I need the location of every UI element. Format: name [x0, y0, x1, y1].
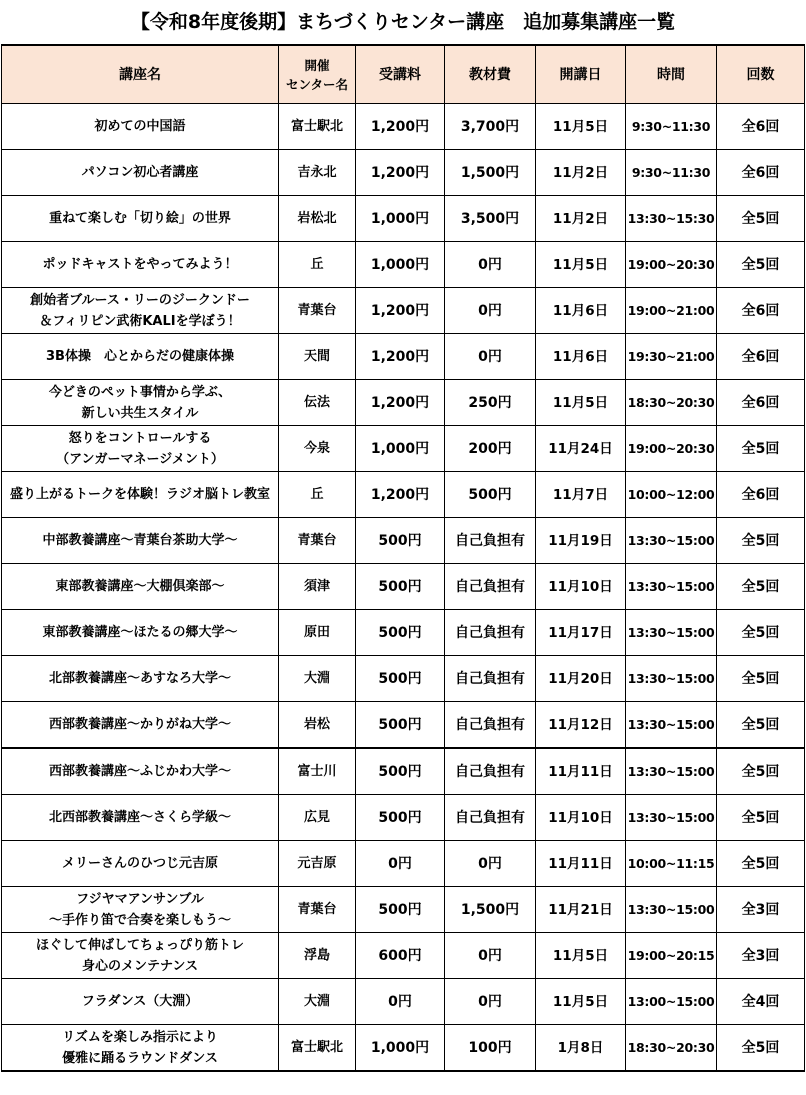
course-name-cell: フジヤマアンサンブル ～手作り笛で合奏を楽しもう～	[2, 887, 279, 933]
materials-cell: 250円	[445, 380, 536, 426]
sessions-cell: 全5回	[717, 426, 805, 472]
center-name-cell: 青葉台	[279, 288, 356, 334]
fee-cell: 600円	[356, 933, 445, 979]
sessions-cell: 全5回	[717, 242, 805, 288]
start-date-cell: 11月5日	[536, 104, 626, 150]
course-name-cell: パソコン初心者講座	[2, 150, 279, 196]
time-cell: 10:00~12:00	[626, 472, 717, 518]
fee-cell: 500円	[356, 656, 445, 702]
time-cell: 13:30~15:00	[626, 748, 717, 795]
sessions-cell: 全5回	[717, 795, 805, 841]
sessions-cell: 全5回	[717, 656, 805, 702]
time-cell: 19:00~20:30	[626, 426, 717, 472]
time-cell: 9:30~11:30	[626, 104, 717, 150]
time-cell: 13:30~15:00	[626, 887, 717, 933]
table-row	[2, 150, 805, 196]
fee-cell: 1,200円	[356, 334, 445, 380]
fee-cell: 1,200円	[356, 380, 445, 426]
course-name-cell: 怒りをコントロールする （アンガーマネージメント）	[2, 426, 279, 472]
start-date-cell: 11月19日	[536, 518, 626, 564]
time-cell: 18:30~20:30	[626, 1025, 717, 1072]
course-name-cell: フラダンス（大淵）	[2, 979, 279, 1025]
course-name-cell: 初めての中国語	[2, 104, 279, 150]
table-row	[2, 472, 805, 518]
fee-cell: 1,000円	[356, 1025, 445, 1072]
center-name-cell: 岩松北	[279, 196, 356, 242]
center-name-cell: 青葉台	[279, 518, 356, 564]
table-row	[2, 748, 805, 795]
start-date-cell: 11月20日	[536, 656, 626, 702]
center-name-cell: 元吉原	[279, 841, 356, 887]
center-name-cell: 丘	[279, 472, 356, 518]
center-name-cell: 今泉	[279, 426, 356, 472]
fee-cell: 500円	[356, 702, 445, 749]
table-row	[2, 196, 805, 242]
sessions-cell: 全5回	[717, 702, 805, 749]
fee-cell: 1,200円	[356, 150, 445, 196]
start-date-cell: 11月17日	[536, 610, 626, 656]
course-name-cell: 北部教養講座～あすなろ大学～	[2, 656, 279, 702]
sessions-cell: 全5回	[717, 1025, 805, 1072]
sessions-cell: 全3回	[717, 933, 805, 979]
sessions-cell: 全5回	[717, 196, 805, 242]
start-date-cell: 11月21日	[536, 887, 626, 933]
sessions-cell: 全6回	[717, 334, 805, 380]
materials-cell: 0円	[445, 242, 536, 288]
time-cell: 18:30~20:30	[626, 380, 717, 426]
start-date-cell: 11月12日	[536, 702, 626, 749]
start-date-cell: 1月8日	[536, 1025, 626, 1072]
materials-cell: 100円	[445, 1025, 536, 1072]
page-title: 【令和8年度後期】まちづくりセンター講座 追加募集講座一覧	[130, 11, 676, 33]
start-date-cell: 11月5日	[536, 380, 626, 426]
center-name-cell: 須津	[279, 564, 356, 610]
center-name-cell: 丘	[279, 242, 356, 288]
sessions-cell: 全4回	[717, 979, 805, 1025]
time-cell: 13:30~15:00	[626, 610, 717, 656]
center-name-cell: 伝法	[279, 380, 356, 426]
header-row	[2, 45, 805, 104]
header-center: 開催 センター名	[279, 45, 356, 104]
table-row	[2, 518, 805, 564]
center-name-cell: 広見	[279, 795, 356, 841]
course-name-cell: メリーさんのひつじ元吉原	[2, 841, 279, 887]
header-sessions: 回数	[717, 45, 805, 104]
time-cell: 19:00~20:15	[626, 933, 717, 979]
sessions-cell: 全3回	[717, 887, 805, 933]
materials-cell: 0円	[445, 933, 536, 979]
table-row	[2, 380, 805, 426]
materials-cell: 自己負担有	[445, 656, 536, 702]
materials-cell: 1,500円	[445, 150, 536, 196]
header-fee: 受講料	[356, 45, 445, 104]
table-row	[2, 656, 805, 702]
course-name-cell: 創始者ブルース・リーのジークンドー ＆フィリピン武術KALIを学ぼう！	[2, 288, 279, 334]
materials-cell: 1,500円	[445, 887, 536, 933]
fee-cell: 1,000円	[356, 196, 445, 242]
table-row	[2, 564, 805, 610]
start-date-cell: 11月10日	[536, 564, 626, 610]
center-name-cell: 大淵	[279, 656, 356, 702]
sessions-cell: 全6回	[717, 472, 805, 518]
sessions-cell: 全5回	[717, 748, 805, 795]
fee-cell: 0円	[356, 979, 445, 1025]
time-cell: 13:30~15:30	[626, 196, 717, 242]
fee-cell: 1,200円	[356, 104, 445, 150]
header-materials: 教材費	[445, 45, 536, 104]
fee-cell: 1,200円	[356, 472, 445, 518]
table-row	[2, 104, 805, 150]
table-row	[2, 933, 805, 979]
center-name-cell: 青葉台	[279, 887, 356, 933]
time-cell: 13:00~15:00	[626, 979, 717, 1025]
center-name-cell: 原田	[279, 610, 356, 656]
table-row	[2, 288, 805, 334]
table-row	[2, 795, 805, 841]
center-name-cell: 大淵	[279, 979, 356, 1025]
time-cell: 13:30~15:00	[626, 795, 717, 841]
header-time: 時間	[626, 45, 717, 104]
start-date-cell: 11月6日	[536, 288, 626, 334]
course-name-cell: 盛り上がるトークを体験！ラジオ脳トレ教室	[2, 472, 279, 518]
center-name-cell: 天間	[279, 334, 356, 380]
course-name-cell: 重ねて楽しむ「切り絵」の世界	[2, 196, 279, 242]
table-row	[2, 841, 805, 887]
materials-cell: 自己負担有	[445, 518, 536, 564]
center-name-cell: 浮島	[279, 933, 356, 979]
time-cell: 19:30~21:00	[626, 334, 717, 380]
materials-cell: 0円	[445, 841, 536, 887]
course-name-cell: 今どきのペット事情から学ぶ、 新しい共生スタイル	[2, 380, 279, 426]
start-date-cell: 11月11日	[536, 748, 626, 795]
table-row	[2, 979, 805, 1025]
materials-cell: 3,500円	[445, 196, 536, 242]
materials-cell: 200円	[445, 426, 536, 472]
materials-cell: 0円	[445, 979, 536, 1025]
table-row	[2, 702, 805, 749]
time-cell: 13:30~15:00	[626, 656, 717, 702]
table-row	[2, 610, 805, 656]
sessions-cell: 全5回	[717, 841, 805, 887]
materials-cell: 500円	[445, 472, 536, 518]
fee-cell: 500円	[356, 564, 445, 610]
time-cell: 13:30~15:00	[626, 564, 717, 610]
materials-cell: 自己負担有	[445, 795, 536, 841]
materials-cell: 自己負担有	[445, 748, 536, 795]
time-cell: 10:00~11:15	[626, 841, 717, 887]
center-name-cell: 岩松	[279, 702, 356, 749]
center-name-cell: 吉永北	[279, 150, 356, 196]
fee-cell: 500円	[356, 610, 445, 656]
table-row	[2, 1025, 805, 1072]
time-cell: 19:00~20:30	[626, 242, 717, 288]
course-name-cell: 東部教養講座～大棚倶楽部～	[2, 564, 279, 610]
time-cell: 19:00~21:00	[626, 288, 717, 334]
sessions-cell: 全6回	[717, 150, 805, 196]
header-course: 講座名	[2, 45, 279, 104]
fee-cell: 1,000円	[356, 426, 445, 472]
fee-cell: 1,200円	[356, 288, 445, 334]
sessions-cell: 全5回	[717, 610, 805, 656]
course-name-cell: リズムを楽しみ指示により 優雅に踊るラウンドダンス	[2, 1025, 279, 1072]
center-name-cell: 富士駅北	[279, 104, 356, 150]
center-name-cell: 富士駅北	[279, 1025, 356, 1072]
course-name-cell: ポッドキャストをやってみよう！	[2, 242, 279, 288]
sessions-cell: 全5回	[717, 564, 805, 610]
time-cell: 13:30~15:00	[626, 518, 717, 564]
time-cell: 9:30~11:30	[626, 150, 717, 196]
fee-cell: 1,000円	[356, 242, 445, 288]
fee-cell: 500円	[356, 518, 445, 564]
table-row	[2, 887, 805, 933]
fee-cell: 500円	[356, 795, 445, 841]
materials-cell: 0円	[445, 334, 536, 380]
start-date-cell: 11月2日	[536, 196, 626, 242]
course-name-cell: 西部教養講座～ふじかわ大学～	[2, 748, 279, 795]
course-table	[1, 44, 805, 1072]
time-cell: 13:30~15:00	[626, 702, 717, 749]
course-name-cell: ほぐして伸ばしてちょっぴり筋トレ 身心のメンテナンス	[2, 933, 279, 979]
start-date-cell: 11月5日	[536, 242, 626, 288]
materials-cell: 0円	[445, 288, 536, 334]
course-name-cell: 北西部教養講座～さくら学級～	[2, 795, 279, 841]
sessions-cell: 全6回	[717, 288, 805, 334]
start-date-cell: 11月5日	[536, 933, 626, 979]
materials-cell: 自己負担有	[445, 610, 536, 656]
header-start-date: 開講日	[536, 45, 626, 104]
fee-cell: 500円	[356, 748, 445, 795]
table-row	[2, 426, 805, 472]
start-date-cell: 11月5日	[536, 979, 626, 1025]
center-name-cell: 富士川	[279, 748, 356, 795]
sessions-cell: 全6回	[717, 380, 805, 426]
start-date-cell: 11月24日	[536, 426, 626, 472]
start-date-cell: 11月11日	[536, 841, 626, 887]
materials-cell: 自己負担有	[445, 564, 536, 610]
fee-cell: 500円	[356, 887, 445, 933]
table-row	[2, 242, 805, 288]
fee-cell: 0円	[356, 841, 445, 887]
table-body	[2, 104, 805, 1072]
start-date-cell: 11月7日	[536, 472, 626, 518]
course-name-cell: 3B体操 心とからだの健康体操	[2, 334, 279, 380]
materials-cell: 3,700円	[445, 104, 536, 150]
sessions-cell: 全5回	[717, 518, 805, 564]
start-date-cell: 11月6日	[536, 334, 626, 380]
table-row	[2, 334, 805, 380]
start-date-cell: 11月2日	[536, 150, 626, 196]
sessions-cell: 全6回	[717, 104, 805, 150]
materials-cell: 自己負担有	[445, 702, 536, 749]
start-date-cell: 11月10日	[536, 795, 626, 841]
course-name-cell: 中部教養講座～青葉台茶助大学～	[2, 518, 279, 564]
course-name-cell: 西部教養講座～かりがね大学～	[2, 702, 279, 749]
course-name-cell: 東部教養講座～ほたるの郷大学～	[2, 610, 279, 656]
